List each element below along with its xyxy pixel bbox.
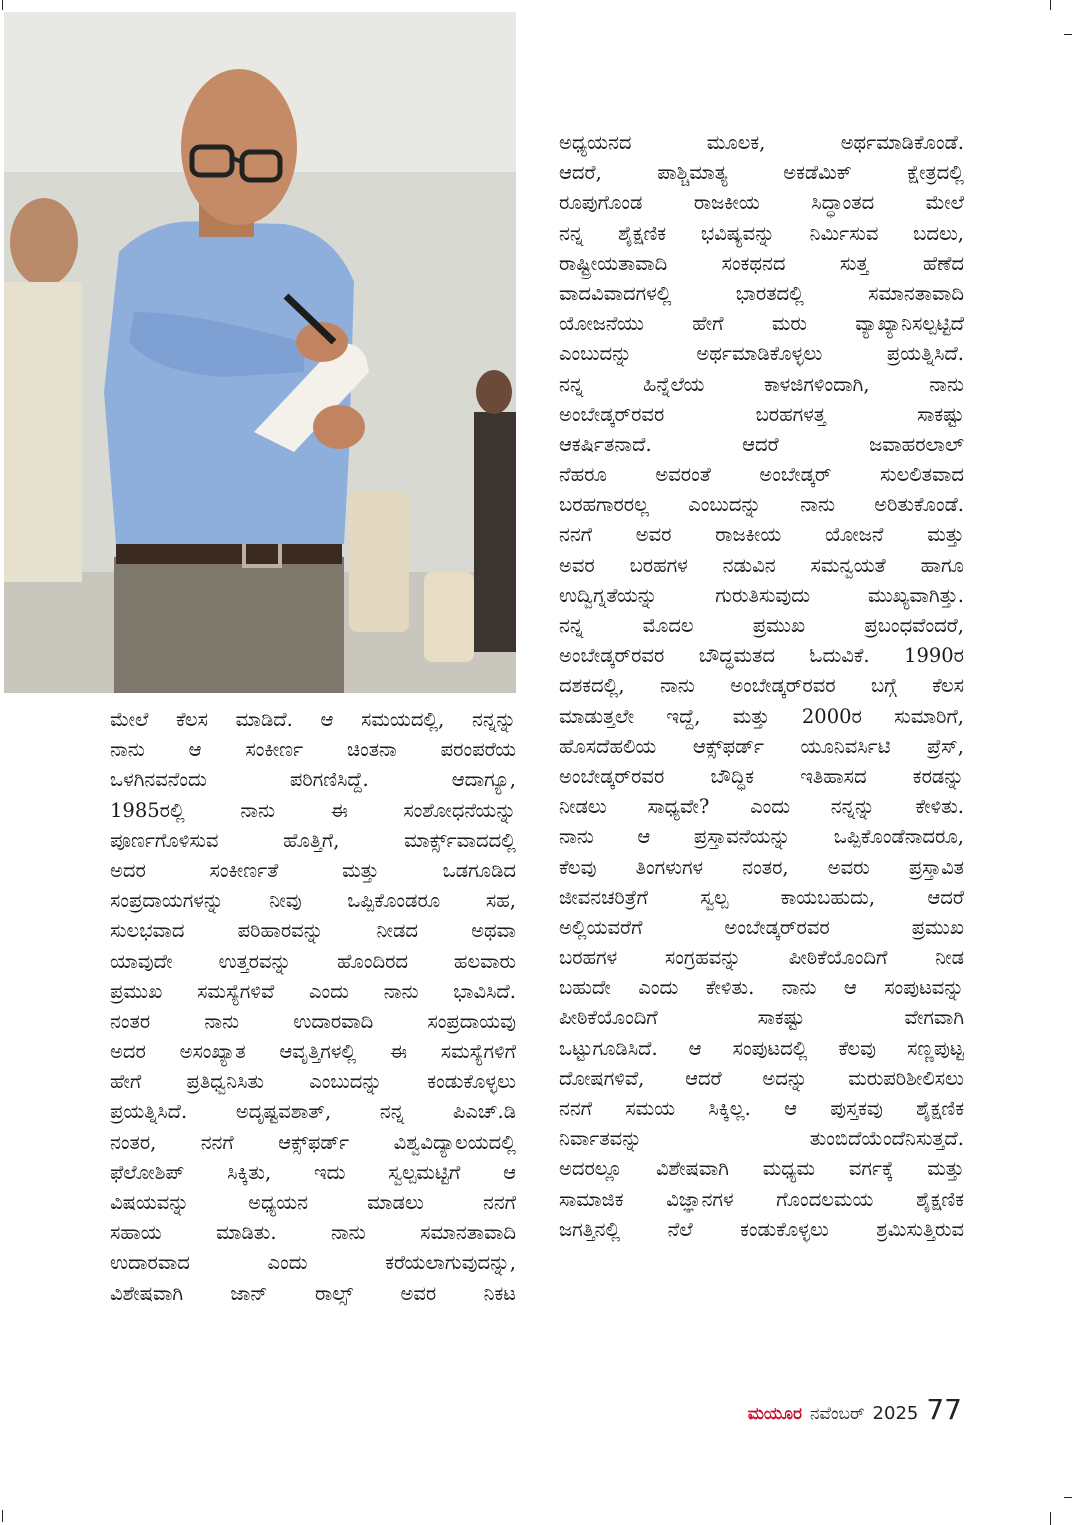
text-line: 1985ರಲ್ಲಿ ನಾನು ಈ ಸಂಶೋಧನೆಯನ್ನು: [110, 798, 516, 822]
text-line: ನಂತರ ನಾನು ಉದಾರವಾದಿ ಸಂಪ್ರದಾಯವು: [110, 1009, 516, 1033]
text-line: ರೂಪುಗೊಂಡ ರಾಜಕೀಯ ಸಿದ್ಧಾಂತದ ಮೇಲೆ: [559, 191, 964, 215]
left-text-column: [110, 705, 516, 1309]
text-line: ಜಗತ್ತಿನಲ್ಲಿ ನೆಲೆ ಕಂಡುಕೊಳ್ಳಲು ಶ್ರಮಿಸುತ್ತಿರುವ: [559, 1217, 964, 1241]
crop-mark-top-left: [2, 0, 3, 10]
text-line: ವಿಶೇಷವಾಗಿ ಜಾನ್ ರಾಲ್ಸ್ ಅವರ ನಿಕಟ: [110, 1281, 516, 1305]
text-line: ಫೆಲೋಶಿಪ್ ಸಿಕ್ಕಿತು, ಇದು ಸ್ವಲ್ಪಮಟ್ಟಿಗೆ ಆ: [110, 1160, 516, 1184]
text-line: ಅಂಬೇಡ್ಕರ್‌ರವರ ಬರಹಗಳತ್ತ ಸಾಕಷ್ಟು: [559, 402, 964, 426]
text-line: ಸಂಪ್ರದಾಯಗಳನ್ನು ನೀವು ಒಪ್ಪಿಕೊಂಡರೂ ಸಹ,: [110, 889, 516, 913]
text-line: ಮೇಲೆ ಕೆಲಸ ಮಾಡಿದೆ. ಆ ಸಮಯದಲ್ಲಿ, ನನ್ನನ್ನು: [110, 708, 516, 731]
text-line: ಹೊಸದೆಹಲಿಯ ಆಕ್ಸ್‌ಫರ್ಡ್ ಯೂನಿವರ್ಸಿಟಿ ಪ್ರೆಸ್,: [559, 734, 964, 758]
text-line: ನನ್ನ ಮೊದಲ ಪ್ರಮುಖ ಪ್ರಬಂಧವೆಂದರೆ,: [559, 614, 964, 637]
text-line: ನನ್ನ ಹಿನ್ನೆಲೆಯ ಕಾಳಜಿಗಳಿಂದಾಗಿ, ನಾನು: [559, 372, 964, 396]
photo-bg-person-head: [10, 198, 78, 286]
text-line: ವಾದವಿವಾದಗಳಲ್ಲಿ ಭಾರತದಲ್ಲಿ ಸಮಾನತಾವಾದಿ: [559, 281, 964, 305]
text-line: ಅಂಬೇಡ್ಕರ್‌ರವರ ಬೌದ್ಧಿಕ ಇತಿಹಾಸದ ಕರಡನ್ನು: [559, 764, 964, 788]
text-line: ಪ್ರಯತ್ನಿಸಿದೆ. ಅದೃಷ್ಟವಶಾತ್, ನನ್ನ ಪಿಎಚ್.ಡಿ: [110, 1100, 516, 1124]
photo-chair-2: [424, 572, 474, 662]
crop-mark-bottom-left: [2, 1510, 3, 1522]
text-line: ಯಾವುದೇ ಉತ್ತರವನ್ನು ಹೊಂದಿರದ ಹಲವಾರು: [110, 949, 516, 973]
crop-mark-bottom-right: [1050, 1512, 1051, 1525]
text-line: ಆದರೆ, ಪಾಶ್ಚಿಮಾತ್ಯ ಅಕಡೆಮಿಕ್ ಕ್ಷೇತ್ರದಲ್ಲಿ: [559, 161, 964, 185]
text-line: ನೀಡಲು ಸಾಧ್ಯವೇ? ಎಂದು ನನ್ನನ್ನು ಕೇಳಿತು.: [559, 795, 964, 819]
text-line: ಅಲ್ಲಿಯವರೆಗೆ ಅಂಬೇಡ್ಕರ್‌ರವರ ಪ್ರಮುಖ: [559, 915, 964, 939]
man-writing-photo-icon: [4, 12, 516, 693]
text-line: ನಾನು ಆ ಸಂಕೀರ್ಣ ಚಿಂತನಾ ಪರಂಪರೆಯ: [110, 738, 516, 762]
issue-year: 2025: [872, 1403, 919, 1424]
text-line: ನಾನು ಆ ಪ್ರಸ್ತಾವನೆಯನ್ನು ಒಪ್ಪಿಕೊಂಡೆನಾದರೂ,: [559, 825, 964, 849]
text-line: ಅವರ ಬರಹಗಳ ನಡುವಿನ ಸಮನ್ವಯತೆ ಹಾಗೂ: [559, 553, 964, 577]
text-line: ಅಂಬೇಡ್ಕರ್‌ರವರ ಬೌದ್ಧಮತದ ಓದುವಿಕೆ. 1990ರ: [559, 644, 964, 668]
text-line: ನಂತರ, ನನಗೆ ಆಕ್ಸ್‌ಫರ್ಡ್ ವಿಶ್ವವಿದ್ಯಾಲಯದಲ್ಲಿ: [110, 1130, 516, 1154]
text-line: ಎಂಬುದನ್ನು ಅರ್ಥಮಾಡಿಕೊಳ್ಳಲು ಪ್ರಯತ್ನಿಸಿದೆ.: [559, 342, 964, 366]
photo-man-belt: [116, 542, 342, 564]
text-line: ಅದರಲ್ಲೂ ವಿಶೇಷವಾಗಿ ಮಧ್ಯಮ ವರ್ಗಕ್ಕೆ ಮತ್ತು: [559, 1157, 964, 1181]
text-line: ದೋಷಗಳಿವೆ, ಆದರೆ ಅದನ್ನು ಮರುಪರಿಶೀಲಿಸಲು: [559, 1066, 964, 1090]
text-line: ಸಹಾಯ ಮಾಡಿತು. ನಾನು ಸಮಾನತಾವಾದಿ: [110, 1221, 516, 1245]
text-line: ಬರಹಗಾರರಲ್ಲ ಎಂಬುದನ್ನು ನಾನು ಅರಿತುಕೊಂಡೆ.: [559, 493, 964, 517]
text-line: ಅದರ ಅಸಂಖ್ಯಾತ ಆವೃತ್ತಿಗಳಲ್ಲಿ ಈ ಸಮಸ್ಯೆಗಳಿಗೆ: [110, 1040, 516, 1064]
crop-mark-right-lower: [1064, 1497, 1072, 1498]
page-footer: [700, 1393, 962, 1433]
text-line: ಆಕರ್ಷಿತನಾದೆ. ಆದರೆ ಜವಾಹರಲಾಲ್: [559, 432, 964, 456]
text-line: ದಶಕದಲ್ಲಿ, ನಾನು ಅಂಬೇಡ್ಕರ್‌ರವರ ಬಗ್ಗೆ ಕೆಲಸ: [559, 674, 964, 698]
text-line: ಒಟ್ಟುಗೂಡಿಸಿದೆ. ಆ ಸಂಪುಟದಲ್ಲಿ ಕೆಲವು ಸಣ್ಣಪುಟ್ಟ: [559, 1036, 964, 1060]
text-line: ಪೀಠಿಕೆಯೊಂದಿಗೆ ಸಾಕಷ್ಟು ವೇಗವಾಗಿ: [559, 1006, 964, 1030]
text-line: ಅಧ್ಯಯನದ ಮೂಲಕ, ಅರ್ಥಮಾಡಿಕೊಂಡೆ.: [559, 131, 964, 154]
text-line: ವಿಷಯವನ್ನು ಅಧ್ಯಯನ ಮಾಡಲು ನನಗೆ: [110, 1191, 516, 1214]
text-line: ಪ್ರಮುಖ ಸಮಸ್ಯೆಗಳಿವೆ ಎಂದು ನಾನು ಭಾವಿಸಿದೆ.: [110, 979, 516, 1003]
photo-man-hand-2: [313, 405, 365, 449]
magazine-brand: ಮಯೂರ: [747, 1404, 802, 1424]
crop-mark-top-right: [1050, 0, 1051, 10]
page-number: 77: [926, 1393, 962, 1426]
text-line: ನನಗೆ ಸಮಯ ಸಿಕ್ಕಿಲ್ಲ. ಆ ಪುಸ್ತಕವು ಶೈಕ್ಷಣಿಕ: [559, 1097, 964, 1120]
issue-month: ನವೆಂಬರ್: [809, 1404, 865, 1424]
text-line: ಯೋಜನೆಯು ಹೇಗೆ ಮರು ವ್ಯಾಖ್ಯಾನಿಸಲ್ಪಟ್ಟಿದೆ: [559, 312, 964, 336]
text-line: ನಿರ್ವಾತವನ್ನು ತುಂಬಿದೆಯೆಂದೆನಿಸುತ್ತದೆ.: [559, 1127, 964, 1151]
text-line: ಉದ್ವಿಗ್ನತೆಯನ್ನು ಗುರುತಿಸುವುದು ಮುಖ್ಯವಾಗಿತ್ತು.: [559, 583, 964, 607]
text-line: ನನಗೆ ಅವರ ರಾಜಕೀಯ ಯೋಜನೆ ಮತ್ತು: [559, 523, 964, 547]
photo-bg-person-body: [4, 282, 82, 582]
text-line: ಮಾಡುತ್ತಲೇ ಇದ್ದೆ, ಮತ್ತು 2000ರ ಸುಮಾರಿಗೆ,: [559, 704, 964, 728]
text-line: ರಾಷ್ಟ್ರೀಯತಾವಾದಿ ಸಂಕಥನದ ಸುತ್ತ ಹೆಣೆದ: [559, 251, 964, 275]
text-line: ಸಾಮಾಜಿಕ ವಿಜ್ಞಾನಗಳ ಗೊಂದಲಮಯ ಶೈಕ್ಷಣಿಕ: [559, 1187, 964, 1211]
photo-bg-person-right-head: [476, 370, 512, 414]
text-line: ಕೆಲವು ತಿಂಗಳುಗಳ ನಂತರ, ಅವರು ಪ್ರಸ್ತಾವಿತ: [559, 855, 964, 879]
photo-chair: [349, 492, 409, 632]
text-line: ಅದರ ಸಂಕೀರ್ಣತೆ ಮತ್ತು ಒಡಗೂಡಿದ: [110, 858, 516, 882]
article-photo: [4, 12, 516, 693]
text-line: ಸುಲಭವಾದ ಪರಿಹಾರವನ್ನು ನೀಡದ ಅಥವಾ: [110, 919, 516, 943]
text-line: ಹೇಗೆ ಪ್ರತಿಧ್ವನಿಸಿತು ಎಂಬುದನ್ನು ಕಂಡುಕೊಳ್ಳಲು: [110, 1070, 516, 1094]
text-line: ನನ್ನ ಶೈಕ್ಷಣಿಕ ಭವಿಷ್ಯವನ್ನು ನಿರ್ಮಿಸುವ ಬದಲು,: [559, 221, 964, 245]
text-line: ನೆಹರೂ ಅವರಂತೆ ಅಂಬೇಡ್ಕರ್ ಸುಲಲಿತವಾದ: [559, 463, 964, 487]
text-line: ಒಳಗಿನವನೆಂದು ಪರಿಗಣಿಸಿದ್ದೆ. ಆದಾಗ್ಯೂ,: [110, 768, 516, 792]
crop-mark-right-upper: [1064, 34, 1072, 35]
photo-bg-person-right: [474, 412, 516, 652]
text-line: ಜೀವನಚರಿತ್ರೆಗೆ ಸ್ವಲ್ಪ ಕಾಯಬಹುದು, ಆದರೆ: [559, 885, 964, 909]
photo-man-trousers: [114, 557, 344, 693]
right-text-column: [559, 128, 964, 1245]
text-line: ಉದಾರವಾದ ಎಂದು ಕರೆಯಲಾಗುವುದನ್ನು,: [110, 1251, 516, 1275]
text-line: ಪೂರ್ಣಗೊಳಿಸುವ ಹೊತ್ತಿಗೆ, ಮಾರ್ಕ್ಸ್‌ವಾದದಲ್ಲಿ: [110, 828, 516, 852]
text-line: ಬಹುದೇ ಎಂದು ಕೇಳಿತು. ನಾನು ಆ ಸಂಪುಟವನ್ನು: [559, 976, 964, 1000]
text-line: ಬರಹಗಳ ಸಂಗ್ರಹವನ್ನು ಪೀಠಿಕೆಯೊಂದಿಗೆ ನೀಡ: [559, 946, 964, 970]
